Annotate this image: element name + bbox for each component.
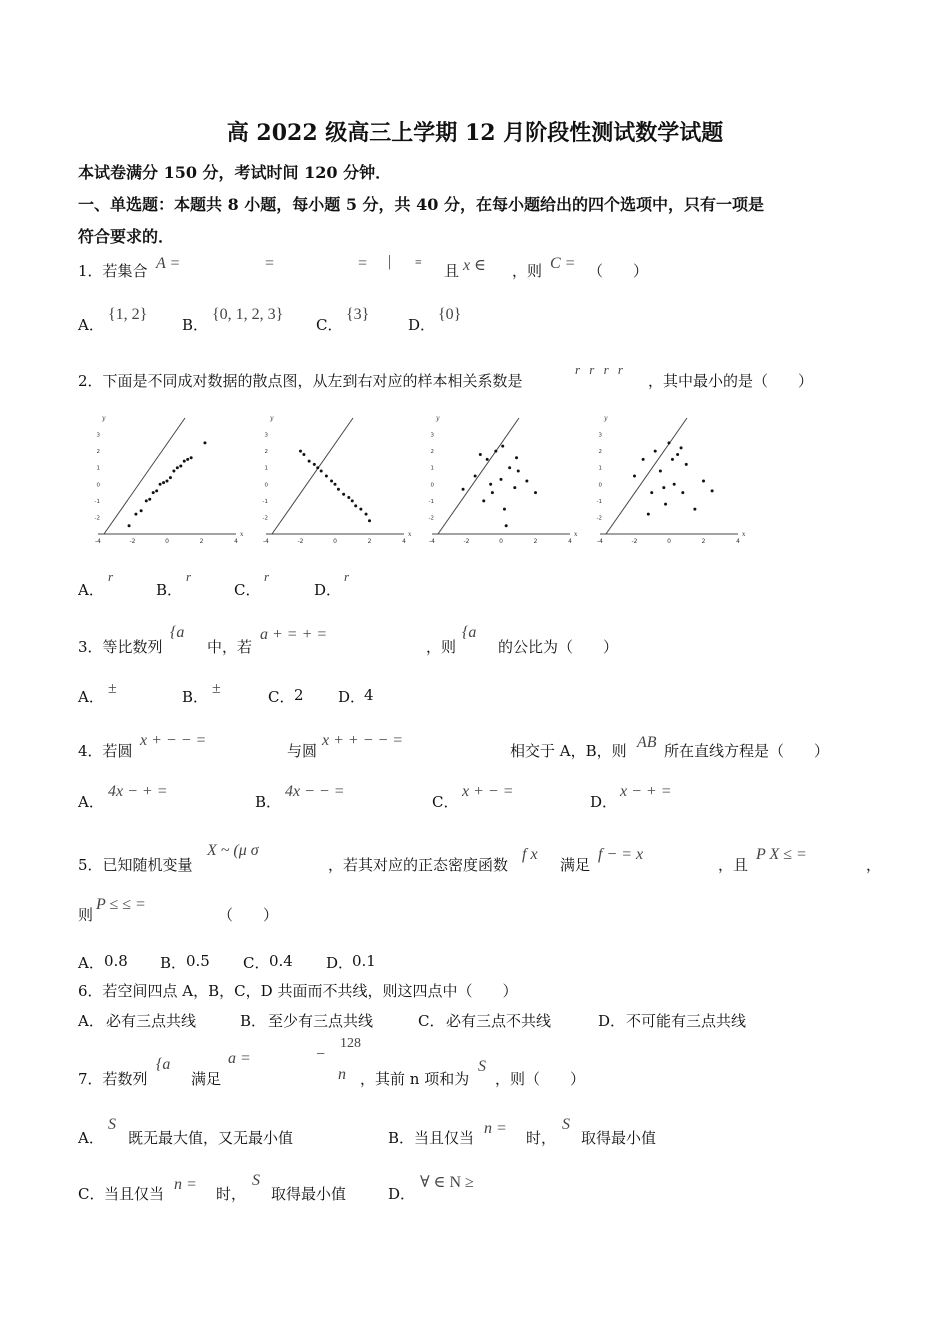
data-point bbox=[169, 476, 172, 479]
q3-option-b-label: B． bbox=[182, 688, 209, 706]
x-axis-label: x bbox=[408, 531, 412, 538]
y-tick-label: -1 bbox=[94, 498, 100, 505]
data-point bbox=[179, 465, 182, 468]
q7-frac-top: 128 bbox=[340, 1036, 361, 1051]
scatter-plot-4 bbox=[588, 410, 748, 544]
q7-option-c-pre: 当且仅当 bbox=[104, 1185, 165, 1203]
x-tick-label: 0 bbox=[667, 538, 671, 544]
q1-math-c: C = bbox=[550, 255, 576, 272]
q5-option-c-label: C． bbox=[243, 954, 270, 972]
y-axis bbox=[438, 418, 519, 534]
q7-suffix: ，则（ ） bbox=[495, 1070, 586, 1088]
data-point bbox=[525, 479, 528, 482]
data-point bbox=[145, 499, 148, 502]
y-axis bbox=[104, 418, 185, 534]
y-axis-label: y bbox=[436, 415, 440, 422]
data-point bbox=[668, 441, 671, 444]
q1-math-a: A = bbox=[156, 255, 181, 272]
data-point bbox=[702, 479, 705, 482]
y-tick-label: -1 bbox=[596, 498, 602, 505]
exam-intro: 本试卷满分 150 分，考试时间 120 分钟． bbox=[78, 163, 392, 182]
q6-option-a[interactable]: 必有三点共线 bbox=[106, 1012, 197, 1030]
y-tick-label: 0 bbox=[598, 482, 602, 489]
data-point bbox=[183, 460, 186, 463]
data-point bbox=[351, 499, 354, 502]
q5-option-a[interactable]: 0.8 bbox=[104, 952, 128, 970]
q1-math-eq2: = bbox=[358, 255, 368, 272]
data-point bbox=[647, 513, 650, 516]
data-point bbox=[515, 456, 518, 459]
data-point bbox=[316, 466, 319, 469]
x-tick-label: -4 bbox=[95, 538, 101, 544]
q3-suffix: 的公比为（ ） bbox=[498, 638, 619, 656]
x-tick-label: 2 bbox=[533, 538, 538, 544]
x-tick-label: 0 bbox=[165, 538, 169, 544]
q4-prefix: 4．若圆 bbox=[78, 742, 133, 760]
q2-text: 2．下面是不同成对数据的散点图，从左到右对应的样本相关系数是 bbox=[78, 372, 523, 390]
scatter-plot-1-svg bbox=[86, 410, 246, 544]
data-point bbox=[642, 458, 645, 461]
y-tick-label: -2 bbox=[94, 515, 100, 522]
y-tick-label: 3 bbox=[264, 432, 268, 439]
data-point bbox=[673, 483, 676, 486]
x-tick-label: 2 bbox=[199, 538, 204, 544]
q2-option-a[interactable]: r bbox=[108, 569, 114, 584]
q5-option-a-label: A． bbox=[78, 954, 104, 972]
data-point bbox=[500, 478, 503, 481]
q3-prefix: 3．等比数列 bbox=[78, 638, 163, 656]
q7-seq: {a bbox=[156, 1056, 171, 1073]
data-point bbox=[299, 450, 302, 453]
data-point bbox=[190, 456, 193, 459]
x-tick-label: 2 bbox=[701, 538, 706, 544]
data-point bbox=[337, 488, 340, 491]
data-point bbox=[172, 470, 175, 473]
q1-then: ，则 bbox=[512, 262, 543, 280]
q4-option-a[interactable]: 4x − + = bbox=[108, 783, 168, 800]
data-point bbox=[166, 479, 169, 482]
q7-s: S bbox=[478, 1058, 486, 1075]
q3-option-d[interactable]: 4 bbox=[364, 686, 374, 704]
y-tick-label: -1 bbox=[262, 498, 268, 505]
q2-option-a-label: A． bbox=[78, 581, 104, 599]
data-point bbox=[176, 466, 179, 469]
data-point bbox=[659, 470, 662, 473]
section-header-line1: 一、单选题：本题共 8 小题，每小题 5 分，共 40 分，在每小题给出的四个选项中，只有一项是 bbox=[78, 195, 764, 214]
data-point bbox=[140, 509, 143, 512]
data-point bbox=[474, 475, 477, 478]
q5-option-d-label: D． bbox=[326, 954, 354, 972]
x-tick-label: -4 bbox=[597, 538, 603, 544]
scatter-plot-3 bbox=[420, 410, 580, 544]
q3-option-c-label: C． bbox=[268, 688, 295, 706]
y-tick-label: 2 bbox=[96, 449, 100, 456]
data-point bbox=[501, 445, 504, 448]
q7-option-b-n: n = bbox=[484, 1120, 507, 1137]
q6-option-a-label: A． bbox=[78, 1012, 104, 1030]
q7-option-c-mid: 时， bbox=[216, 1185, 247, 1203]
q7-option-d-label: D． bbox=[388, 1185, 416, 1203]
q5-condition: f − = x bbox=[598, 846, 644, 863]
scatter-plot-2-svg bbox=[254, 410, 414, 544]
q7-mid2: ，其前 n 项和为 bbox=[360, 1070, 470, 1088]
y-tick-label: 0 bbox=[430, 482, 434, 489]
q4-option-d-label: D． bbox=[590, 793, 618, 811]
q7-option-b-label: B． bbox=[388, 1129, 415, 1147]
x-tick-label: 4 bbox=[234, 538, 238, 544]
q1-option-b-label: B． bbox=[182, 316, 209, 334]
q4-mid: 与圆 bbox=[287, 742, 318, 760]
q1-option-c[interactable]: {3} bbox=[346, 306, 370, 323]
y-axis-label: y bbox=[102, 415, 106, 422]
q1-math-x: x ∈ bbox=[463, 257, 486, 274]
q1-option-a[interactable]: {1, 2} bbox=[108, 306, 148, 323]
q5-mid3: ，且 bbox=[718, 856, 749, 874]
x-tick-label: 0 bbox=[333, 538, 337, 544]
y-tick-label: 0 bbox=[264, 482, 268, 489]
q4-option-a-label: A． bbox=[78, 793, 104, 811]
data-point bbox=[633, 475, 636, 478]
y-axis-label: y bbox=[604, 415, 608, 422]
data-point bbox=[693, 508, 696, 511]
data-point bbox=[479, 453, 482, 456]
scatter-plot-3-svg bbox=[420, 410, 580, 544]
q5-fx: f x bbox=[522, 846, 538, 863]
q7-option-c[interactable]: 取得最小值 bbox=[271, 1185, 347, 1203]
data-point bbox=[359, 508, 362, 511]
data-point bbox=[134, 513, 137, 516]
q3-then: ，则 bbox=[426, 638, 457, 656]
q2-suffix: ，其中最小的是（ ） bbox=[648, 372, 814, 390]
data-point bbox=[313, 463, 316, 466]
q5-distribution: X ~ (μ σ bbox=[207, 842, 259, 859]
q6-option-b-label: B． bbox=[240, 1012, 267, 1030]
y-tick-label: 1 bbox=[598, 465, 602, 472]
y-tick-label: 0 bbox=[96, 482, 100, 489]
q7-option-b[interactable]: 取得最小值 bbox=[581, 1129, 657, 1147]
data-point bbox=[508, 466, 511, 469]
data-point bbox=[513, 486, 516, 489]
q5-paren: （ ） bbox=[218, 906, 279, 924]
q6-option-b[interactable]: 至少有三点共线 bbox=[268, 1012, 374, 1030]
q1-option-c-label: C． bbox=[316, 316, 343, 334]
data-point bbox=[334, 483, 337, 486]
data-point bbox=[152, 491, 155, 494]
y-axis bbox=[272, 418, 353, 534]
data-point bbox=[330, 479, 333, 482]
data-point bbox=[505, 524, 508, 527]
q4-circle1: x + − − = bbox=[140, 732, 207, 749]
x-tick-label: -2 bbox=[297, 538, 304, 544]
q3-option-a-label: A． bbox=[78, 688, 104, 706]
q1-option-a-label: A． bbox=[78, 316, 104, 334]
q2-option-c-label: C． bbox=[234, 581, 261, 599]
q5-comma: ， bbox=[866, 856, 882, 874]
q5-ze: 则 bbox=[78, 906, 94, 924]
q7-option-b-pre: 当且仅当 bbox=[414, 1129, 475, 1147]
q3-option-d-label: D． bbox=[338, 688, 366, 706]
data-point bbox=[486, 458, 489, 461]
q3-option-c[interactable]: 2 bbox=[294, 686, 304, 704]
q3-equation: a + = + = bbox=[260, 626, 328, 643]
q5-option-b[interactable]: 0.5 bbox=[186, 952, 210, 970]
data-point bbox=[159, 483, 162, 486]
data-point bbox=[680, 446, 683, 449]
q2-option-d-label: D． bbox=[314, 581, 342, 599]
q4-ab: AB bbox=[637, 734, 657, 751]
data-point bbox=[462, 488, 465, 491]
y-tick-label: 2 bbox=[430, 449, 434, 456]
data-point bbox=[676, 453, 679, 456]
y-tick-label: 3 bbox=[430, 432, 434, 439]
x-tick-label: 4 bbox=[568, 538, 572, 544]
q3-option-b[interactable]: ± bbox=[212, 680, 221, 697]
q4-option-c[interactable]: x + − = bbox=[462, 783, 514, 800]
y-axis bbox=[606, 418, 687, 534]
x-tick-label: -2 bbox=[129, 538, 136, 544]
y-tick-label: 2 bbox=[598, 449, 602, 456]
y-tick-label: -2 bbox=[428, 515, 434, 522]
q1-math-bar: | bbox=[388, 253, 392, 270]
data-point bbox=[203, 441, 206, 444]
y-tick-label: 1 bbox=[264, 465, 268, 472]
q5-prefix: 5．已知随机变量 bbox=[78, 856, 193, 874]
q1-option-b[interactable]: {0, 1, 2, 3} bbox=[212, 306, 284, 323]
q1-option-d-label: D． bbox=[408, 316, 436, 334]
q7-option-b-mid: 时， bbox=[526, 1129, 557, 1147]
q5-option-c[interactable]: 0.4 bbox=[269, 952, 293, 970]
q5-ask: P ≤ ≤ = bbox=[96, 896, 146, 913]
q5-option-b-label: B． bbox=[160, 954, 187, 972]
data-point bbox=[654, 450, 657, 453]
y-tick-label: 1 bbox=[430, 465, 434, 472]
q4-suffix2: 所在直线方程是（ ） bbox=[664, 742, 830, 760]
q4-suffix: 相交于 A，B，则 bbox=[510, 742, 627, 760]
data-point bbox=[365, 513, 368, 516]
section-header-line2: 符合要求的． bbox=[78, 227, 175, 246]
x-tick-label: 2 bbox=[367, 538, 372, 544]
q1-math-sym: ≡ bbox=[415, 255, 422, 269]
data-point bbox=[503, 508, 506, 511]
q4-option-b[interactable]: 4x − − = bbox=[285, 783, 345, 800]
data-point bbox=[491, 491, 494, 494]
data-point bbox=[128, 524, 131, 527]
data-point bbox=[489, 483, 492, 486]
data-point bbox=[320, 470, 323, 473]
q5-mid: ，若其对应的正态密度函数 bbox=[328, 856, 509, 874]
q2-option-b-label: B． bbox=[156, 581, 183, 599]
q1-prefix: 1．若集合 bbox=[78, 262, 148, 280]
data-point bbox=[347, 496, 350, 499]
q5-mid2: 满足 bbox=[560, 856, 591, 874]
data-point bbox=[494, 450, 497, 453]
x-axis-label: x bbox=[574, 531, 578, 538]
data-point bbox=[650, 491, 653, 494]
q2-r-values: r r r r bbox=[575, 362, 626, 377]
data-point bbox=[308, 460, 311, 463]
y-tick-label: 3 bbox=[96, 432, 100, 439]
q7-minus: − bbox=[316, 1046, 326, 1063]
y-tick-label: 1 bbox=[96, 465, 100, 472]
x-axis-label: x bbox=[742, 531, 746, 538]
q7-option-a-label: A． bbox=[78, 1129, 104, 1147]
x-axis-label: x bbox=[240, 531, 244, 538]
data-point bbox=[671, 458, 674, 461]
q5-option-d[interactable]: 0.1 bbox=[352, 952, 376, 970]
q7-option-c-label: C． bbox=[78, 1185, 105, 1203]
data-point bbox=[155, 489, 158, 492]
scatter-plot-2 bbox=[254, 410, 414, 544]
q6-option-c[interactable]: 必有三点不共线 bbox=[446, 1012, 552, 1030]
q3-mid: 中，若 bbox=[207, 638, 253, 656]
question-6: 6．若空间四点 A，B，C，D 共面而不共线，则这四点中（ ） bbox=[78, 982, 518, 1000]
q3-seq: {a bbox=[170, 624, 185, 641]
data-point bbox=[302, 453, 305, 456]
q7-an: a = bbox=[228, 1050, 251, 1067]
q7-prefix: 7．若数列 bbox=[78, 1070, 148, 1088]
y-tick-label: 2 bbox=[264, 449, 268, 456]
data-point bbox=[482, 499, 485, 502]
x-tick-label: -2 bbox=[631, 538, 638, 544]
q3-seq2: {a bbox=[462, 624, 477, 641]
q5-condition2: P X ≤ = bbox=[756, 846, 807, 863]
q7-option-d[interactable]: ∀ ∈ N ≥ bbox=[420, 1174, 474, 1191]
y-tick-label: -2 bbox=[262, 515, 268, 522]
scatter-plot-1 bbox=[86, 410, 246, 544]
data-point bbox=[354, 504, 357, 507]
data-point bbox=[186, 458, 189, 461]
data-point bbox=[517, 470, 520, 473]
q6-option-d-label: D． bbox=[598, 1012, 626, 1030]
x-tick-label: 4 bbox=[736, 538, 740, 544]
y-tick-label: -2 bbox=[596, 515, 602, 522]
q6-option-c-label: C． bbox=[418, 1012, 445, 1030]
q4-circle2: x + + − − = bbox=[322, 732, 404, 749]
q1-option-d[interactable]: {0} bbox=[438, 306, 462, 323]
q1-paren: （ ） bbox=[588, 262, 649, 280]
x-tick-label: 0 bbox=[499, 538, 503, 544]
data-point bbox=[342, 493, 345, 496]
x-tick-label: -2 bbox=[463, 538, 470, 544]
x-tick-label: 4 bbox=[402, 538, 406, 544]
x-tick-label: -4 bbox=[429, 538, 435, 544]
data-point bbox=[534, 491, 537, 494]
y-tick-label: 3 bbox=[598, 432, 602, 439]
q6-option-d[interactable]: 不可能有三点共线 bbox=[626, 1012, 747, 1030]
q7-option-c-n: n = bbox=[174, 1176, 197, 1193]
data-point bbox=[148, 498, 151, 501]
q7-mid: 满足 bbox=[191, 1070, 222, 1088]
q7-frac-bottom: n bbox=[338, 1066, 346, 1083]
y-axis-label: y bbox=[270, 415, 274, 422]
q7-option-a-s: S bbox=[108, 1116, 116, 1133]
q2-option-d[interactable]: r bbox=[344, 569, 350, 584]
q4-option-b-label: B． bbox=[255, 793, 282, 811]
q1-math-eq1: = bbox=[265, 255, 275, 272]
q2-option-b[interactable]: r bbox=[186, 569, 192, 584]
page-title: 高 2022 级高三上学期 12 月阶段性测试数学试题 bbox=[226, 120, 724, 146]
data-point bbox=[711, 489, 714, 492]
data-point bbox=[664, 503, 667, 506]
data-point bbox=[685, 463, 688, 466]
q7-option-c-s: S bbox=[252, 1172, 260, 1189]
q1-qie: 且 bbox=[444, 262, 460, 280]
data-point bbox=[325, 475, 328, 478]
x-tick-label: -4 bbox=[263, 538, 269, 544]
data-point bbox=[681, 491, 684, 494]
q4-option-c-label: C． bbox=[432, 793, 459, 811]
y-tick-label: -1 bbox=[428, 498, 434, 505]
data-point bbox=[368, 519, 371, 522]
q7-option-a[interactable]: 既无最大值，又无最小值 bbox=[128, 1129, 294, 1147]
scatter-plot-4-svg bbox=[588, 410, 748, 544]
q2-option-c[interactable]: r bbox=[264, 569, 270, 584]
data-point bbox=[162, 481, 165, 484]
data-point bbox=[662, 486, 665, 489]
q4-option-d[interactable]: x − + = bbox=[620, 783, 672, 800]
q3-option-a[interactable]: ± bbox=[108, 680, 117, 697]
q7-option-b-s: S bbox=[562, 1116, 570, 1133]
